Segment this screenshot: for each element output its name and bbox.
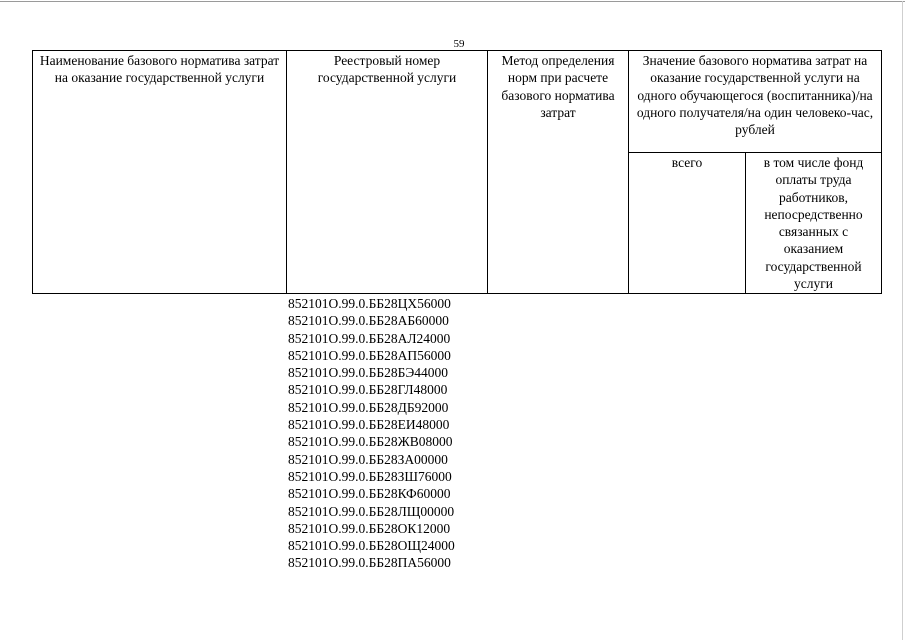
- registry-code-item: 852101О.99.0.ББ28ПА56000: [288, 555, 451, 571]
- page-number: 59: [453, 38, 465, 50]
- registry-code-item: 852101О.99.0.ББ28ЛЩ00000: [288, 503, 455, 519]
- header-cell-method: Метод определения норм при расчете базового норматива затрат: [488, 51, 629, 294]
- registry-code-item: 852101О.99.0.ББ28ЖВ08000: [288, 434, 453, 450]
- table-header-row: [33, 51, 882, 153]
- right-edge-line: [902, 1, 903, 640]
- registry-code-list: [288, 295, 455, 572]
- registry-code-item: 852101О.99.0.ББ28ГЛ48000: [288, 382, 448, 398]
- header-cell-norm-value: Значение базового норматива затрат на оказание государственной услуги на одного обучающегося (воспитанника)/на одного получателя/на один человеко-час, рублей: [629, 51, 882, 153]
- registry-code-item: 852101О.99.0.ББ28ОК12000: [288, 520, 451, 536]
- subheader-cell-total: всего: [629, 153, 746, 294]
- registry-code-item: 852101О.99.0.ББ28КФ60000: [288, 486, 451, 502]
- registry-code-item: 852101О.99.0.ББ28ЗА00000: [288, 451, 448, 467]
- registry-code-item: 852101О.99.0.ББ28БЭ44000: [288, 365, 449, 381]
- registry-code-item: 852101О.99.0.ББ28АБ60000: [288, 313, 449, 329]
- header-cell-registry-number: Реестровый номер государственной услуги: [287, 51, 488, 294]
- registry-code-item: 852101О.99.0.ББ28ДБ92000: [288, 399, 449, 415]
- registry-code-item: 852101О.99.0.ББ28АЛ24000: [288, 330, 451, 346]
- norm-header-table: [32, 50, 882, 294]
- top-edge-line: [0, 1, 905, 2]
- subheader-cell-wage-fund: в том числе фонд оплаты труда работников, непосредственно связанных с оказанием государственной услуги: [746, 153, 882, 294]
- registry-code-item: 852101О.99.0.ББ28ОЩ24000: [288, 538, 455, 554]
- registry-code-item: 852101О.99.0.ББ28АП56000: [288, 347, 451, 363]
- registry-code-item: 852101О.99.0.ББ28ЦХ56000: [288, 296, 451, 311]
- header-cell-service-name: Наименование базового норматива затрат на оказание государственной услуги: [33, 51, 287, 294]
- registry-code-item: 852101О.99.0.ББ28ЕИ48000: [288, 417, 450, 433]
- registry-code-item: 852101О.99.0.ББ28ЗШ76000: [288, 468, 452, 484]
